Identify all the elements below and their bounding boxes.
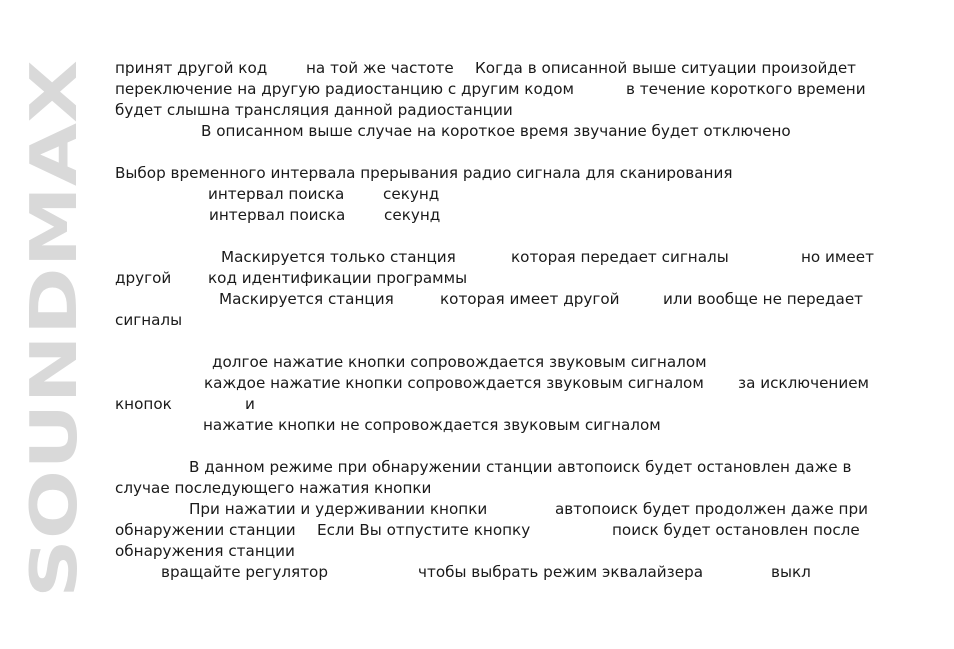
text-fragment: будет слышна трансляция данной радиостанции <box>115 101 513 119</box>
text-fragment: секунд <box>384 206 441 224</box>
text-fragment: автопоиск будет продолжен даже при <box>555 500 868 518</box>
text-fragment: каждое нажатие кнопки сопровождается звуковым сигналом <box>204 374 704 392</box>
text-fragment: интервал поиска <box>208 185 345 203</box>
text-line <box>115 79 879 100</box>
text-fragment: обнаружения станции <box>115 542 295 560</box>
text-line <box>115 268 879 289</box>
text-fragment: В описанном выше случае на короткое время звучание будет отключено <box>201 122 791 140</box>
text-line <box>115 373 879 394</box>
text-fragment: Выбор временного интервала прерывания радио сигнала для сканирования <box>115 164 733 182</box>
text-fragment: Маскируется только станция <box>221 248 456 266</box>
text-fragment: нажатие кнопки не сопровождается звуковым сигналом <box>203 416 661 434</box>
text-fragment: и <box>245 395 255 413</box>
text-line <box>115 394 879 415</box>
text-line <box>115 121 879 142</box>
text-line <box>115 100 879 121</box>
text-fragment: Когда в описанной выше ситуации произойдет <box>475 59 857 77</box>
text-fragment: случае последующего нажатия кнопки <box>115 479 432 497</box>
text-line <box>115 205 879 226</box>
text-fragment: за исключением <box>738 374 870 392</box>
soundmax-logo <box>18 60 92 598</box>
text-line <box>115 184 879 205</box>
text-line <box>115 247 879 268</box>
text-line <box>115 499 879 520</box>
text-fragment: выкл <box>771 563 811 581</box>
text-fragment: код идентификации программы <box>208 269 468 287</box>
text-line <box>115 310 879 331</box>
text-line <box>115 457 879 478</box>
text-fragment: кнопок <box>115 395 172 413</box>
text-line <box>115 352 879 373</box>
text-fragment: долгое нажатие кнопки сопровождается звуковым сигналом <box>212 353 707 371</box>
text-fragment: другой <box>115 269 172 287</box>
soundmax-logo-text: SOUNDMAX <box>18 176 92 598</box>
text-fragment: принят другой код <box>115 59 268 77</box>
text-fragment: которая передает сигналы <box>511 248 729 266</box>
text-line <box>115 163 879 184</box>
text-fragment: переключение на другую радиостанцию с другим кодом <box>115 80 575 98</box>
text-fragment: которая имеет другой <box>440 290 620 308</box>
text-line <box>115 58 879 79</box>
text-fragment: или вообще не передает <box>663 290 864 308</box>
text-fragment: в течение короткого времени <box>626 80 866 98</box>
text-fragment: но имеет <box>801 248 874 266</box>
text-fragment: Если Вы отпустите кнопку <box>317 521 531 539</box>
manual-page-text <box>115 58 879 583</box>
text-line <box>115 289 879 310</box>
text-line <box>115 520 879 541</box>
text-fragment: сигналы <box>115 311 183 329</box>
text-fragment: вращайте регулятор <box>161 563 328 581</box>
text-fragment: поиск будет остановлен после <box>612 521 860 539</box>
text-fragment: на той же частоте <box>306 59 454 77</box>
text-fragment: секунд <box>383 185 440 203</box>
text-line <box>115 562 879 583</box>
text-fragment: чтобы выбрать режим эквалайзера <box>418 563 704 581</box>
text-fragment: При нажатии и удерживании кнопки <box>189 500 488 518</box>
text-fragment: Маскируется станция <box>219 290 394 308</box>
text-line <box>115 415 879 436</box>
text-fragment: В данном режиме при обнаружении станции автопоиск будет остановлен даже в <box>189 458 852 476</box>
text-line <box>115 541 879 562</box>
text-fragment: интервал поиска <box>209 206 346 224</box>
text-line <box>115 478 879 499</box>
text-fragment: обнаружении станции <box>115 521 296 539</box>
